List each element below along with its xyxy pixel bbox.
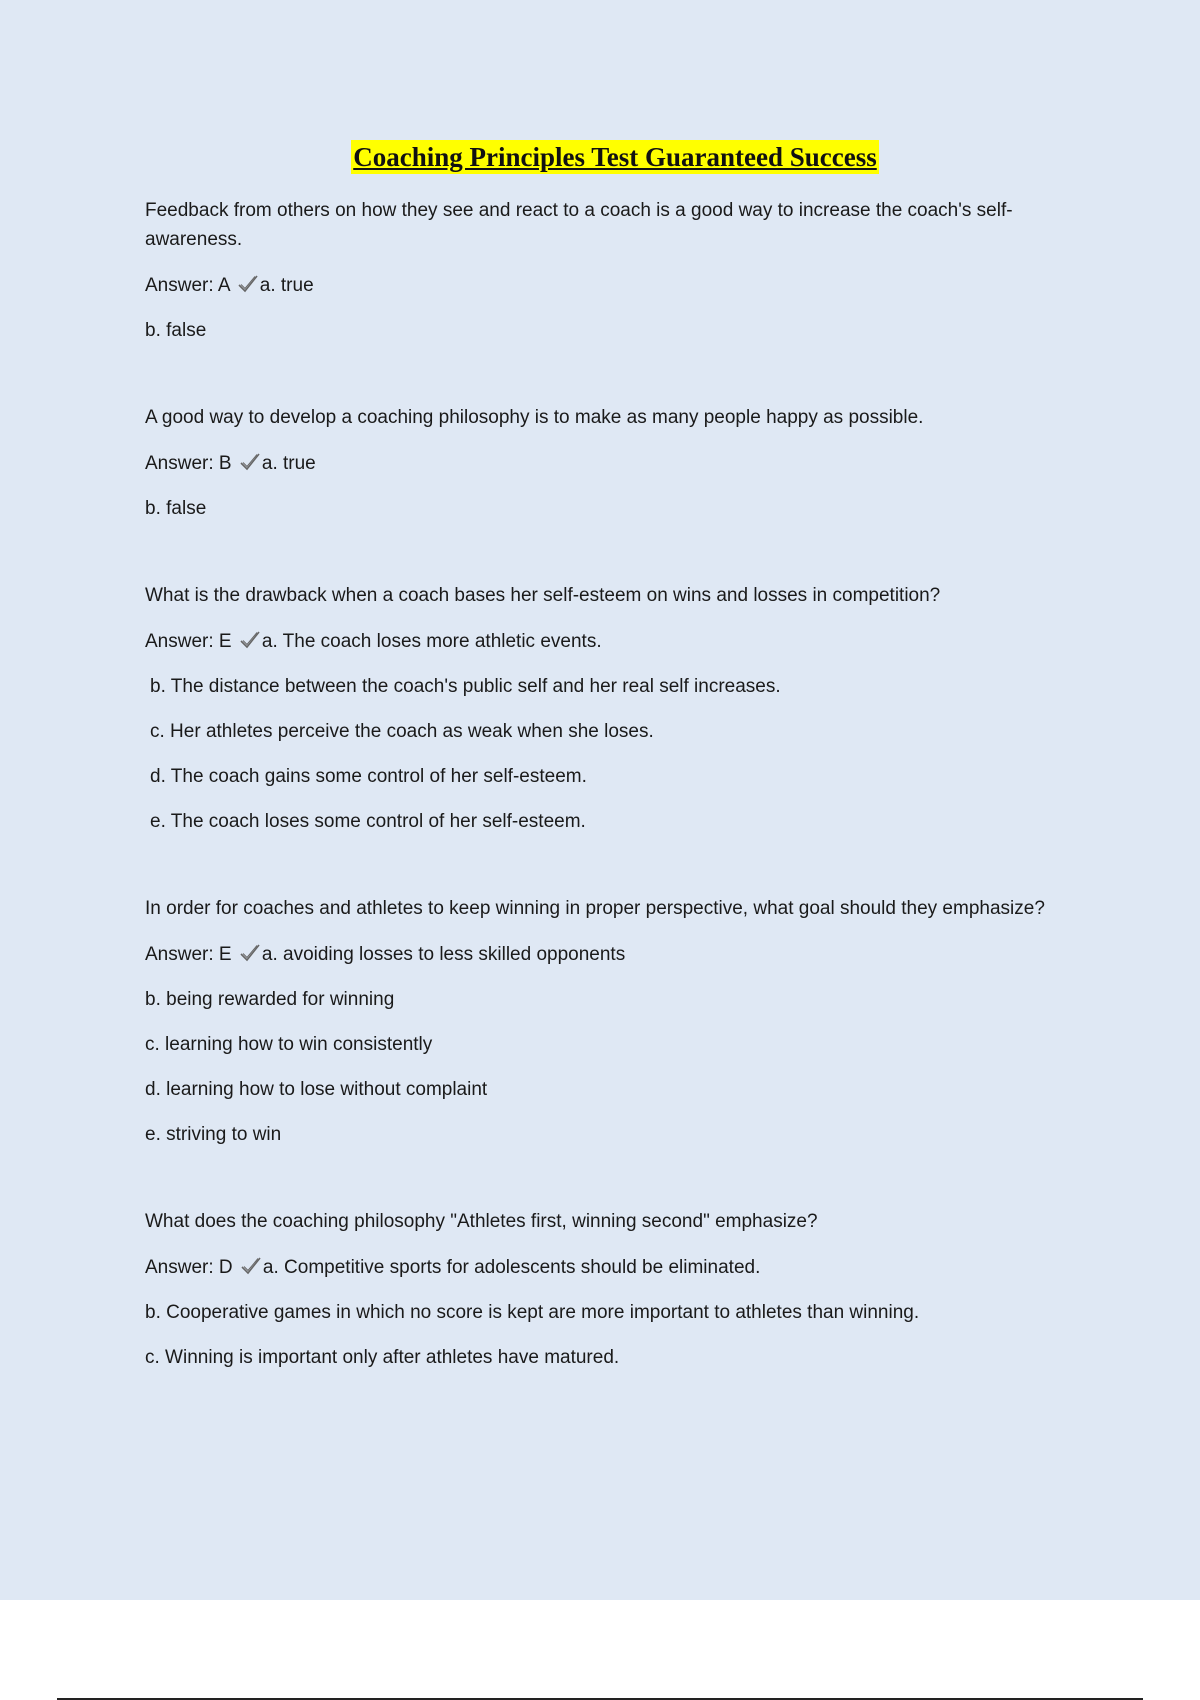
question-text: Feedback from others on how they see and react to a coach is a good way to increase the coach's self-awareness. [145,200,1013,250]
page-title: Coaching Principles Test Guaranteed Success [353,142,877,172]
question-list [145,196,1085,1372]
option-line: c. Her athletes perceive the coach as weak when she loses. [150,721,654,742]
option-line: c. Winning is important only after athletes have matured. [145,1347,620,1368]
option-line: b. false [145,498,207,519]
document-body [145,140,1085,1430]
question-5 [145,1207,1085,1372]
answer-line [145,628,1085,656]
answer-line [145,272,1085,300]
title-container [145,140,1085,174]
check-icon [239,943,261,963]
option-line: d. learning how to lose without complaint [145,1079,488,1100]
question-text: What is the drawback when a coach bases her self-esteem on wins and losses in competition? [145,585,941,606]
answer-line [145,450,1085,478]
answer-option: a. true [259,275,314,296]
option-line: b. The distance between the coach's public self and her real self increases. [150,676,781,697]
option-line: b. Cooperative games in which no score is kept are more important to athletes than winning. [145,1302,920,1323]
answer-prefix: Answer: D [145,1257,233,1278]
question-text: A good way to develop a coaching philosophy is to make as many people happy as possible. [145,407,924,428]
answer-prefix: Answer: E [145,631,232,652]
answer-option: a. true [261,453,316,474]
question-2 [145,403,1085,523]
option-line: b. false [145,320,207,341]
question-text: In order for coaches and athletes to keep winning in proper perspective, what goal should they emphasize? [145,898,1045,919]
check-icon [237,274,259,294]
answer-option: a. Competitive sports for adolescents should be eliminated. [262,1257,761,1278]
check-icon [239,630,261,650]
option-line: b. being rewarded for winning [145,989,395,1010]
answer-line [145,941,1085,969]
question-4 [145,894,1085,1149]
question-3 [145,581,1085,836]
check-icon [240,1256,262,1276]
option-line: e. The coach loses some control of her self-esteem. [150,811,586,832]
answer-line [145,1254,1085,1282]
option-line: e. striving to win [145,1124,282,1145]
question-1 [145,196,1085,345]
option-line: d. The coach gains some control of her self-esteem. [150,766,587,787]
answer-prefix: Answer: E [145,944,232,965]
answer-prefix: Answer: B [145,453,232,474]
option-line: c. learning how to win consistently [145,1034,433,1055]
answer-option: a. avoiding losses to less skilled opponents [261,944,626,965]
question-text: What does the coaching philosophy "Athletes first, winning second" emphasize? [145,1211,818,1232]
answer-option: a. The coach loses more athletic events. [261,631,602,652]
answer-prefix: Answer: A [145,275,230,296]
check-icon [239,452,261,472]
